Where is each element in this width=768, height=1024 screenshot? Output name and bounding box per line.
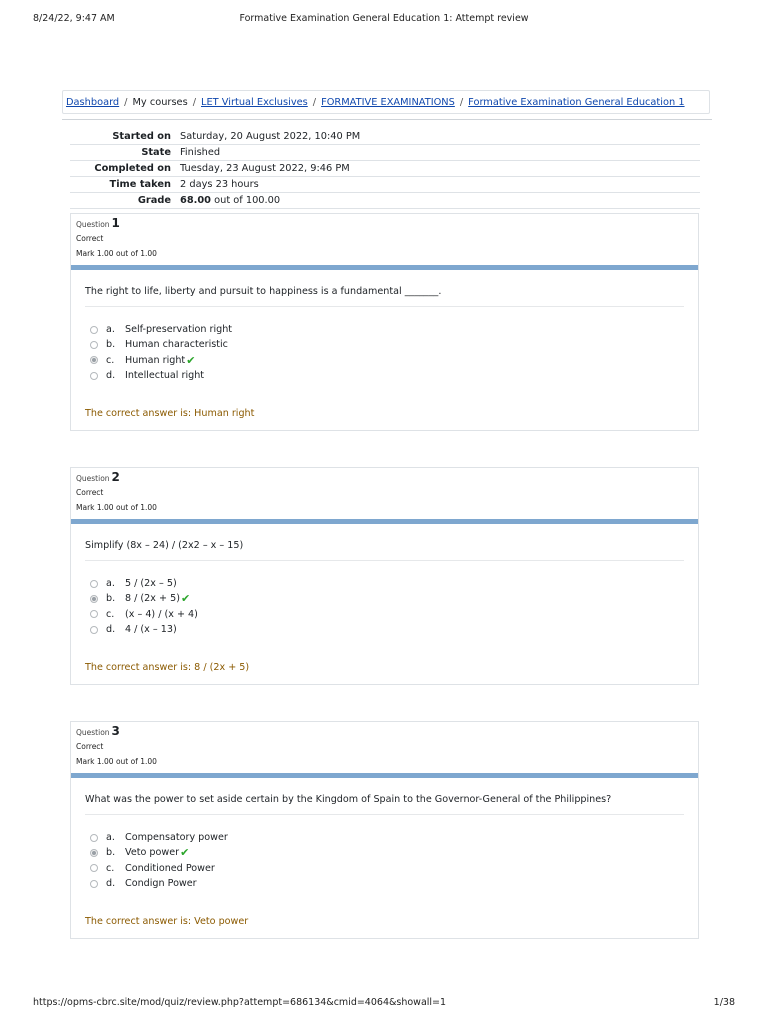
question-label: Question	[76, 728, 110, 737]
answer-option[interactable]	[85, 576, 198, 591]
radio-button[interactable]	[90, 864, 98, 872]
answer-option[interactable]	[85, 622, 198, 637]
question-text: The right to life, liberty and pursuit to happiness is a fundamental _______.	[85, 286, 442, 297]
answer-letter: a.	[106, 832, 115, 844]
answer-text: Human right	[125, 354, 186, 366]
correct-check-icon: ✔	[180, 592, 191, 606]
question-info	[71, 214, 698, 270]
answer-letter: c.	[106, 862, 115, 874]
answer-letter: a.	[106, 324, 115, 336]
correct-answer-feedback: The correct answer is: 8 / (2x + 5)	[85, 662, 250, 673]
radio-button[interactable]	[90, 834, 98, 842]
answer-option-selected[interactable]	[85, 353, 232, 368]
question-mark: Mark 1.00 out of 1.00	[76, 757, 157, 766]
correct-answer-feedback: The correct answer is: Human right	[85, 408, 255, 419]
question-mark: Mark 1.00 out of 1.00	[76, 249, 157, 258]
summary-label: State	[70, 145, 180, 161]
answer-option[interactable]	[85, 861, 228, 876]
breadcrumb-separator: /	[124, 96, 128, 108]
breadcrumb-formative-examinations[interactable]: FORMATIVE EXAMINATIONS	[321, 96, 455, 108]
question-state: Correct	[76, 234, 104, 243]
answer-letter: b.	[106, 847, 116, 859]
answer-text: 5 / (2x – 5)	[125, 578, 177, 590]
question-content	[71, 778, 698, 938]
radio-button[interactable]	[90, 880, 98, 888]
radio-button-selected[interactable]	[90, 595, 98, 603]
answer-option-selected[interactable]	[85, 845, 228, 860]
page-url: https://opms-cbrc.site/mod/quiz/review.php?attempt=686134&cmid=4064&showall=1	[33, 997, 447, 1008]
answer-option[interactable]	[85, 876, 228, 891]
question-state: Correct	[76, 488, 104, 497]
page-counter: 1/38	[713, 997, 735, 1008]
print-footer	[33, 997, 735, 1011]
attempt-summary-table	[70, 129, 700, 209]
print-datetime: 8/24/22, 9:47 AM	[33, 13, 115, 24]
answer-text: Condign Power	[125, 878, 197, 890]
answer-list	[85, 830, 228, 891]
answer-text: Veto power	[125, 847, 180, 859]
print-header	[33, 13, 735, 27]
answer-list	[85, 322, 232, 383]
correct-answer-feedback: The correct answer is: Veto power	[85, 916, 249, 927]
breadcrumb-separator: /	[312, 96, 317, 108]
print-title: Formative Examination General Education 1: Attempt review	[239, 13, 529, 24]
radio-button[interactable]	[90, 372, 98, 380]
answer-option[interactable]	[85, 322, 232, 337]
grade-value: 68.00	[180, 195, 211, 206]
radio-button[interactable]	[90, 326, 98, 334]
radio-button[interactable]	[90, 341, 98, 349]
summary-row-time-taken	[70, 177, 700, 193]
answer-option[interactable]	[85, 368, 232, 383]
question-label: Question	[76, 220, 110, 229]
breadcrumb-separator: /	[192, 96, 196, 108]
question-number-value: 2	[111, 470, 120, 484]
question-mark: Mark 1.00 out of 1.00	[76, 503, 157, 512]
question-state: Correct	[76, 742, 104, 751]
header-divider	[62, 119, 712, 120]
answer-option-selected[interactable]	[85, 591, 198, 606]
answer-text: Compensatory power	[125, 832, 228, 844]
breadcrumb-quiz[interactable]: Formative Examination General Education 1	[468, 96, 685, 108]
question-info	[71, 468, 698, 524]
question-divider	[85, 814, 684, 815]
answer-letter: b.	[106, 593, 116, 605]
answer-text: Self-preservation right	[125, 324, 233, 336]
answer-text: Human characteristic	[125, 339, 228, 351]
answer-text: Conditioned Power	[125, 862, 215, 874]
summary-row-state	[70, 145, 700, 161]
question-2	[70, 467, 699, 685]
answer-option[interactable]	[85, 337, 232, 352]
correct-check-icon: ✔	[186, 353, 196, 367]
answer-list	[85, 576, 198, 637]
question-text: Simplify (8x – 24) / (2x2 – x – 15)	[85, 540, 244, 551]
answer-letter: d.	[106, 878, 116, 890]
question-number-value: 1	[111, 216, 120, 230]
breadcrumb-my-courses: My courses	[132, 96, 188, 108]
grade-suffix: out of 100.00	[214, 195, 281, 206]
summary-value	[180, 193, 700, 209]
breadcrumb-separator: /	[459, 96, 464, 108]
answer-text: 4 / (x – 13)	[125, 624, 177, 636]
radio-button-selected[interactable]	[90, 849, 98, 857]
summary-row-started	[70, 129, 700, 145]
summary-value: Tuesday, 23 August 2022, 9:46 PM	[180, 161, 700, 177]
question-info	[71, 722, 698, 778]
summary-value: Saturday, 20 August 2022, 10:40 PM	[180, 131, 361, 142]
summary-value: Finished	[180, 145, 700, 161]
answer-option[interactable]	[85, 830, 228, 845]
question-number	[76, 470, 120, 484]
question-1	[70, 213, 699, 431]
summary-label: Completed on	[70, 161, 180, 177]
summary-row-grade	[70, 193, 700, 209]
answer-letter: c.	[106, 608, 115, 620]
question-number-value: 3	[111, 724, 120, 738]
summary-label: Time taken	[70, 177, 180, 193]
question-divider	[85, 560, 684, 561]
question-number	[76, 724, 120, 738]
answer-letter: d.	[106, 370, 116, 382]
breadcrumb	[62, 90, 710, 114]
radio-button[interactable]	[90, 626, 98, 634]
summary-value: 2 days 23 hours	[180, 177, 700, 193]
breadcrumb-let-virtual-exclusives[interactable]: LET Virtual Exclusives	[201, 96, 308, 108]
radio-button[interactable]	[90, 610, 98, 618]
radio-button[interactable]	[90, 580, 98, 588]
question-text: What was the power to set aside certain by the Kingdom of Spain to the Governor-General of the Philippines?	[85, 794, 612, 805]
summary-row-completed	[70, 161, 700, 177]
question-divider	[85, 306, 684, 307]
answer-letter: d.	[106, 624, 116, 636]
breadcrumb-dashboard[interactable]: Dashboard	[66, 96, 120, 108]
summary-label: Started on	[112, 131, 171, 142]
radio-button-selected[interactable]	[90, 356, 98, 364]
answer-text: 8 / (2x + 5)	[125, 593, 180, 605]
summary-label: Grade	[70, 193, 180, 209]
correct-check-icon: ✔	[180, 846, 190, 860]
answer-text: Intellectual right	[125, 370, 205, 382]
question-content	[71, 524, 698, 684]
question-content	[71, 270, 698, 430]
answer-text: (x – 4) / (x + 4)	[125, 608, 198, 620]
question-label: Question	[76, 474, 110, 483]
question-number	[76, 216, 120, 230]
answer-letter: c.	[106, 354, 115, 366]
answer-letter: a.	[106, 578, 115, 590]
answer-option[interactable]	[85, 607, 198, 622]
question-3	[70, 721, 699, 939]
answer-letter: b.	[106, 339, 116, 351]
